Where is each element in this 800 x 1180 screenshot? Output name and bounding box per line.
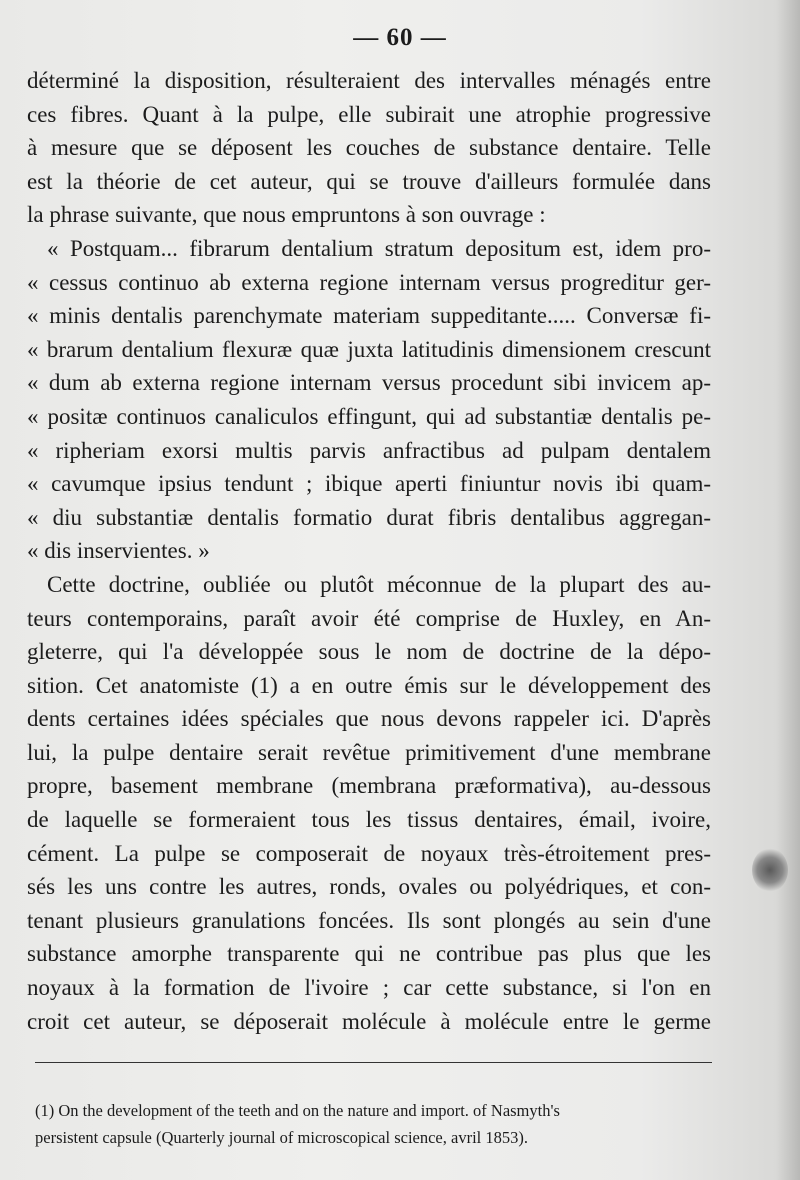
footnote-line: persistent capsule (Quarterly journal of microscopical science, avril 1853).: [35, 1128, 528, 1147]
text-line: la phrase suivante, que nous empruntons à son ouvrage :: [27, 202, 546, 228]
ink-stain: [752, 848, 788, 892]
text-line: croit cet auteur, se déposerait molécule à molécule entre le germe: [27, 1008, 711, 1034]
text-line: Cette doctrine, oubliée ou plutôt méconnue de la plupart des au-: [47, 571, 711, 597]
text-line: tenant plusieurs granulations foncées. Ils sont plongés au sein d'une: [27, 907, 711, 933]
text-line: dents certaines idées spéciales que nous devons rappeler ici. D'après: [27, 706, 711, 732]
text-line: ces fibres. Quant à la pulpe, elle subirait une atrophie progressive: [27, 101, 711, 127]
quote-line: « brarum dentalium flexuræ quæ juxta latitudinis dimensionem crescunt: [27, 336, 711, 362]
text-line: lui, la pulpe dentaire serait revêtue primitivement d'une membrane: [27, 739, 711, 765]
quote-line: « diu substantiæ dentalis formatio durat fibris dentalibus aggregan-: [27, 504, 711, 530]
footnote-divider: [35, 1062, 712, 1063]
body-text: [27, 64, 711, 1038]
text-line: cément. La pulpe se composerait de noyaux très-étroitement pres-: [27, 840, 711, 866]
text-line: substance amorphe transparente qui ne contribue pas plus que les: [27, 941, 711, 967]
footnote: [35, 1097, 725, 1151]
text-line: est la théorie de cet auteur, qui se trouve d'ailleurs formulée dans: [27, 168, 711, 194]
quote-line: « minis dentalis parenchymate materiam suppeditante..... Conversæ fi-: [27, 303, 711, 329]
text-line: déterminé la disposition, résulteraient des intervalles ménagés entre: [27, 68, 711, 93]
quote-line: « dum ab externa regione internam versus procedunt sibi invicem ap-: [27, 370, 711, 396]
text-line: sés les uns contre les autres, ronds, ovales ou polyédriques, et con-: [27, 874, 711, 900]
text-line: teurs contemporains, paraît avoir été comprise de Huxley, en An-: [27, 605, 711, 631]
text-line: noyaux à la formation de l'ivoire ; car cette substance, si l'on en: [27, 975, 711, 1001]
quote-line: « cavumque ipsius tendunt ; ibique aperti finiuntur novis ibi quam-: [27, 471, 711, 497]
text-line: gleterre, qui l'a développée sous le nom de doctrine de la dépo-: [27, 639, 711, 665]
footnote-line: (1) On the development of the teeth and on the nature and import. of Nasmyth's: [35, 1101, 560, 1120]
quote-line: « cessus continuo ab externa regione internam versus progreditur ger-: [27, 269, 711, 295]
text-line: propre, basement membrane (membrana præformativa), au-dessous: [27, 773, 711, 799]
quote-line: « positæ continuos canaliculos effingunt, qui ad substantiæ dentalis pe-: [27, 403, 711, 429]
quote-line: « Postquam... fibrarum dentalium stratum depositum est, idem pro-: [47, 235, 711, 261]
quote-line: « ripheriam exorsi multis parvis anfractibus ad pulpam dentalem: [27, 437, 711, 463]
quote-line: « dis inservientes. »: [27, 538, 210, 564]
page-number: — 60 —: [353, 24, 447, 51]
text-line: de laquelle se formeraient tous les tissus dentaires, émail, ivoire,: [27, 807, 711, 833]
text-line: sition. Cet anatomiste (1) a en outre émis sur le développement des: [27, 672, 711, 698]
text-line: à mesure que se déposent les couches de substance dentaire. Telle: [27, 135, 711, 161]
